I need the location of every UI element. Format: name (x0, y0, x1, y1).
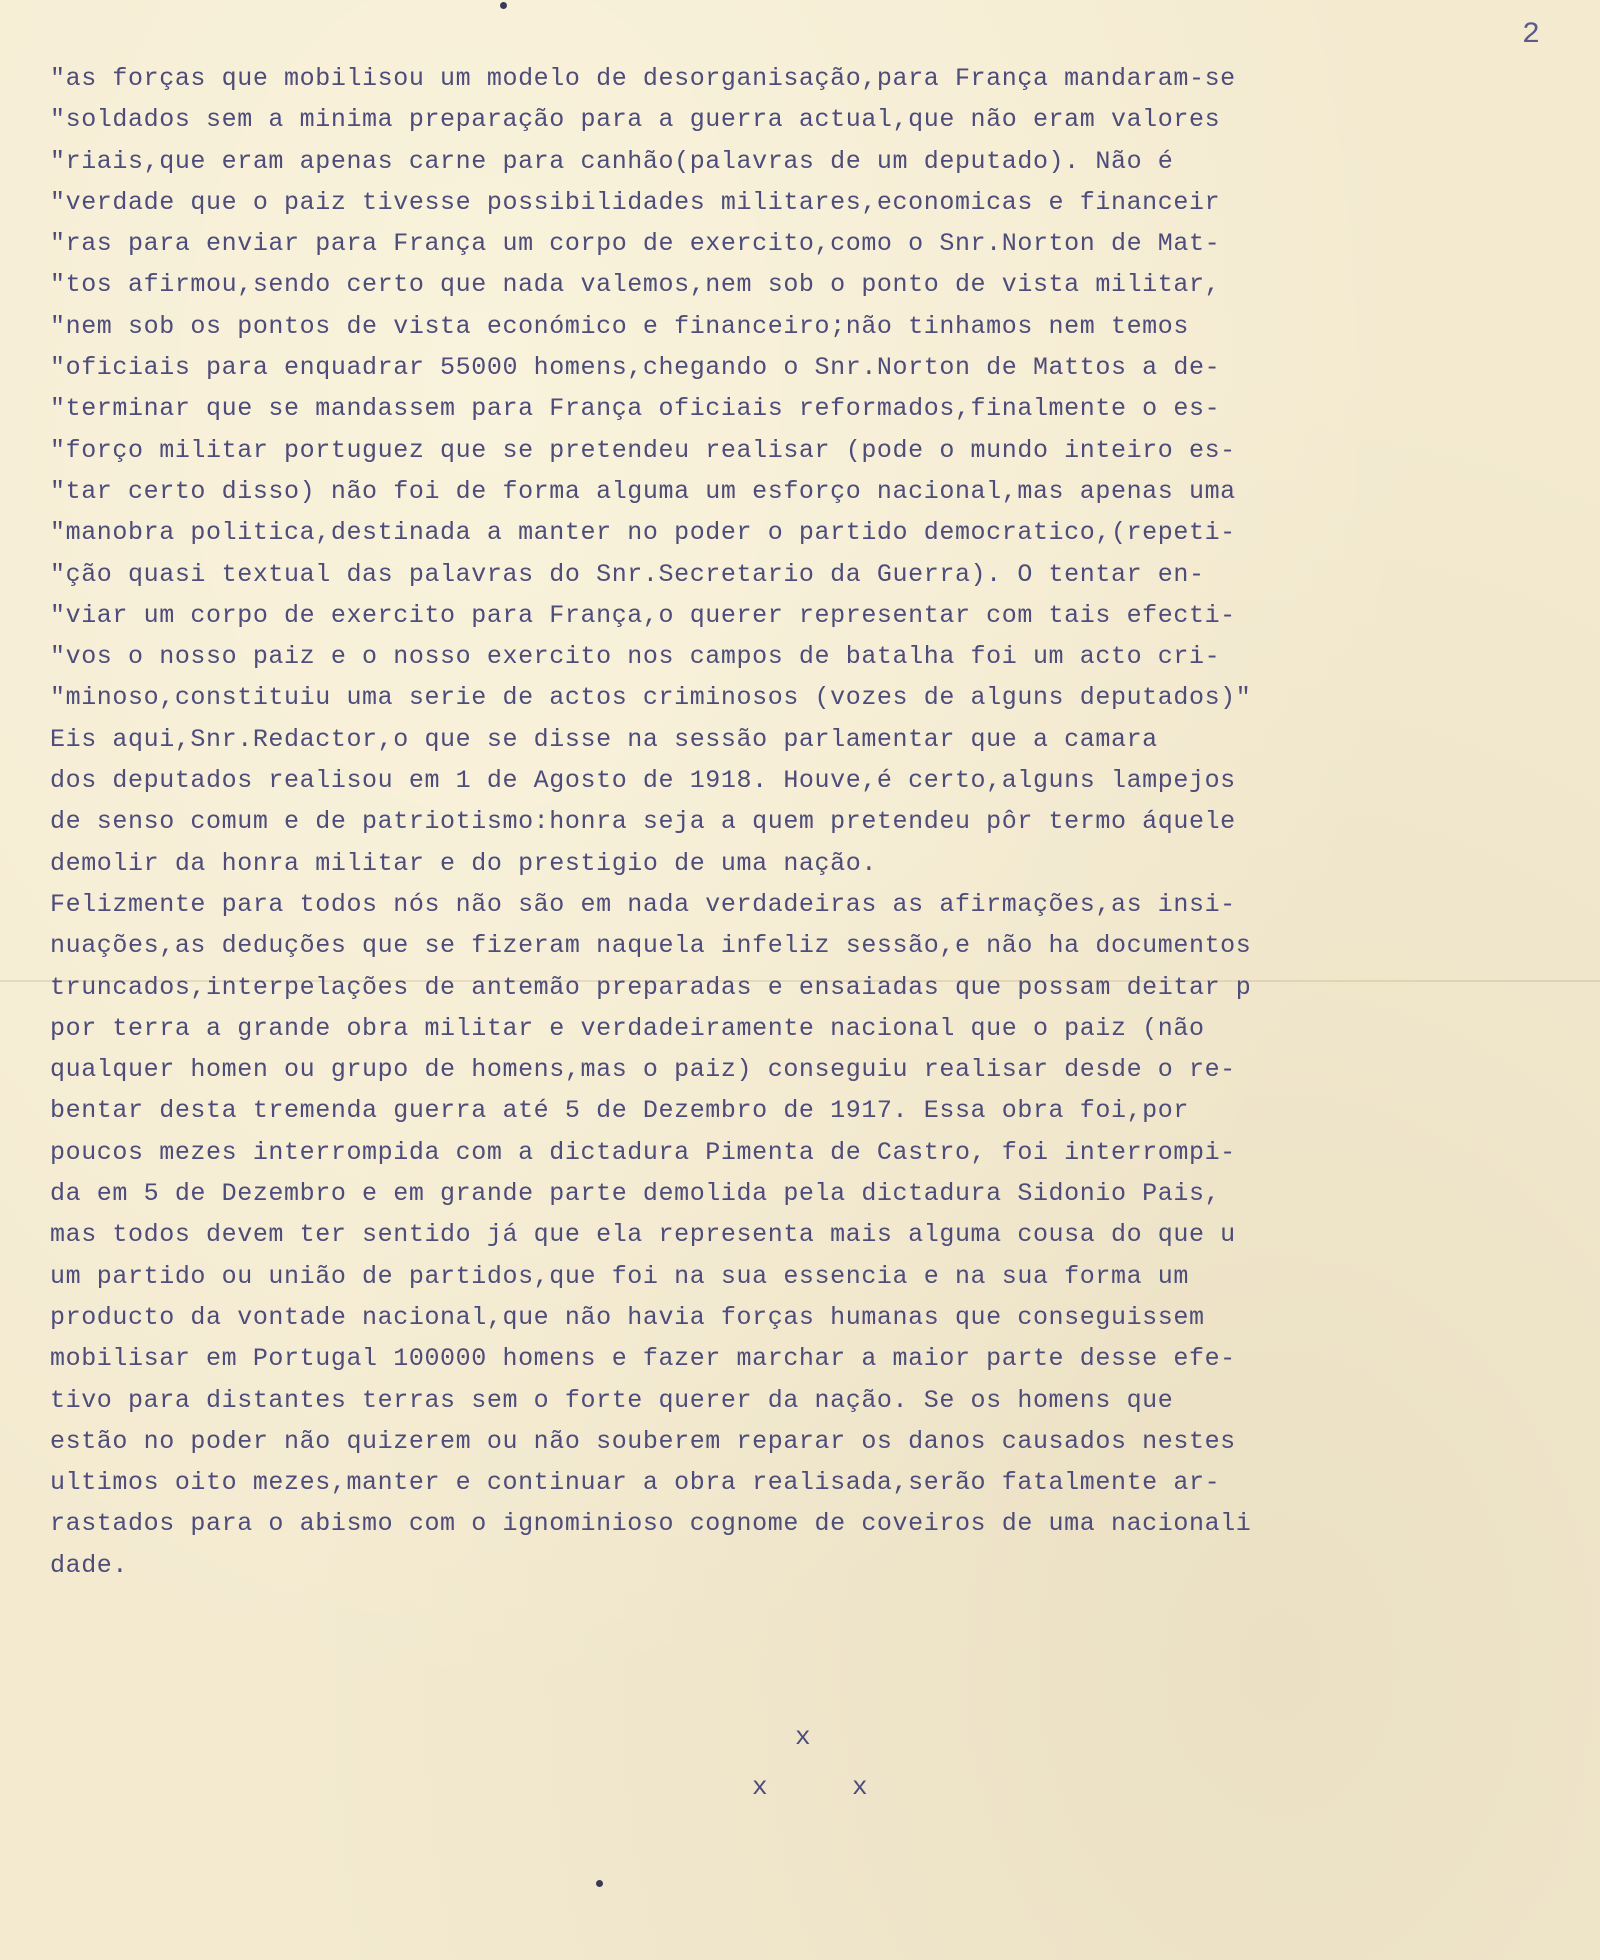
ink-speck (500, 2, 507, 9)
text-line: mobilisar em Portugal 100000 homens e fazer marchar a maior parte desse efe- (50, 1344, 1236, 1374)
text-line: dade. (50, 1550, 129, 1580)
text-line: qualquer homen ou grupo de homens,mas o paiz) conseguiu realisar desde o re- (50, 1055, 1236, 1085)
text-line: demolir da honra militar e do prestigio de uma nação. (50, 848, 877, 878)
text-line: nuações,as deduções que se fizeram naquela infeliz sessão,e não ha documentos (50, 931, 1252, 961)
ink-speck (596, 1880, 603, 1887)
page-number: 2 (1521, 18, 1540, 52)
text-line: "soldados sem a minima preparação para a guerra actual,que não eram valores (50, 105, 1221, 135)
text-line: "verdade que o paiz tivesse possibilidades militares,economicas e financeir (50, 187, 1221, 217)
text-line: "tos afirmou,sendo certo que nada valemos,nem sob o ponto de vista militar, (50, 270, 1221, 300)
text-line: "forço militar portuguez que se pretendeu realisar (pode o mundo inteiro es- (50, 435, 1236, 465)
text-line: rastados para o abismo com o ignominioso cognome de coveiros de uma nacionali (50, 1509, 1252, 1539)
text-line: truncados,interpelações de antemão preparadas e ensaiadas que possam deitar p (50, 972, 1252, 1002)
typewritten-body (50, 58, 1570, 1586)
text-line: "vos o nosso paiz e o nosso exercito nos campos de batalha foi um acto cri- (50, 642, 1221, 672)
text-line: poucos mezes interrompida com a dictadura Pimenta de Castro, foi interrompi- (50, 1137, 1236, 1167)
text-line: de senso comum e de patriotismo:honra seja a quem pretendeu pôr termo áquele (50, 807, 1236, 837)
closing-ornament-top: x (795, 1722, 811, 1752)
text-line: tivo para distantes terras sem o forte querer da nação. Se os homens que (50, 1385, 1174, 1415)
text-line: ultimos oito mezes,manter e continuar a obra realisada,serão fatalmente ar- (50, 1468, 1221, 1498)
text-line: "manobra politica,destinada a manter no poder o partido democratico,(repeti- (50, 518, 1236, 548)
text-line: da em 5 de Dezembro e em grande parte demolida pela dictadura Sidonio Pais, (50, 1179, 1221, 1209)
closing-ornament-left: x (752, 1772, 768, 1802)
text-line: "ção quasi textual das palavras do Snr.Secretario da Guerra). O tentar en- (50, 559, 1205, 589)
text-line: "viar um corpo de exercito para França,o querer representar com tais efecti- (50, 600, 1236, 630)
text-line: bentar desta tremenda guerra até 5 de Dezembro de 1917. Essa obra foi,por (50, 1096, 1189, 1126)
text-line: Felizmente para todos nós não são em nada verdadeiras as afirmações,as insi- (50, 889, 1236, 919)
text-line: "nem sob os pontos de vista económico e financeiro;não tinhamos nem temos (50, 311, 1189, 341)
text-line: "terminar que se mandassem para França oficiais reformados,finalmente o es- (50, 394, 1221, 424)
text-line: "riais,que eram apenas carne para canhão(palavras de um deputado). Não é (50, 146, 1174, 176)
text-line: por terra a grande obra militar e verdadeiramente nacional que o paiz (não (50, 1013, 1205, 1043)
text-line: "tar certo disso) não foi de forma alguma um esforço nacional,mas apenas uma (50, 476, 1236, 506)
text-line: "as forças que mobilisou um modelo de desorganisação,para França mandaram-se (50, 64, 1236, 93)
closing-ornament-right: x (852, 1772, 868, 1802)
text-line: mas todos devem ter sentido já que ela representa mais alguma cousa do que u (50, 1220, 1236, 1250)
text-line: "ras para enviar para França um corpo de exercito,como o Snr.Norton de Mat- (50, 229, 1221, 259)
text-line: estão no poder não quizerem ou não souberem reparar os danos causados nestes (50, 1426, 1236, 1456)
text-line: producto da vontade nacional,que não havia forças humanas que conseguissem (50, 1302, 1205, 1332)
text-line: "minoso,constituiu uma serie de actos criminosos (vozes de alguns deputados)" (50, 683, 1252, 713)
text-line: dos deputados realisou em 1 de Agosto de 1918. Houve,é certo,alguns lampejos (50, 766, 1236, 796)
text-line: um partido ou união de partidos,que foi na sua essencia e na sua forma um (50, 1261, 1189, 1291)
text-line: "oficiais para enquadrar 55000 homens,chegando o Snr.Norton de Mattos a de- (50, 353, 1221, 383)
text-line: Eis aqui,Snr.Redactor,o que se disse na sessão parlamentar que a camara (50, 724, 1158, 754)
